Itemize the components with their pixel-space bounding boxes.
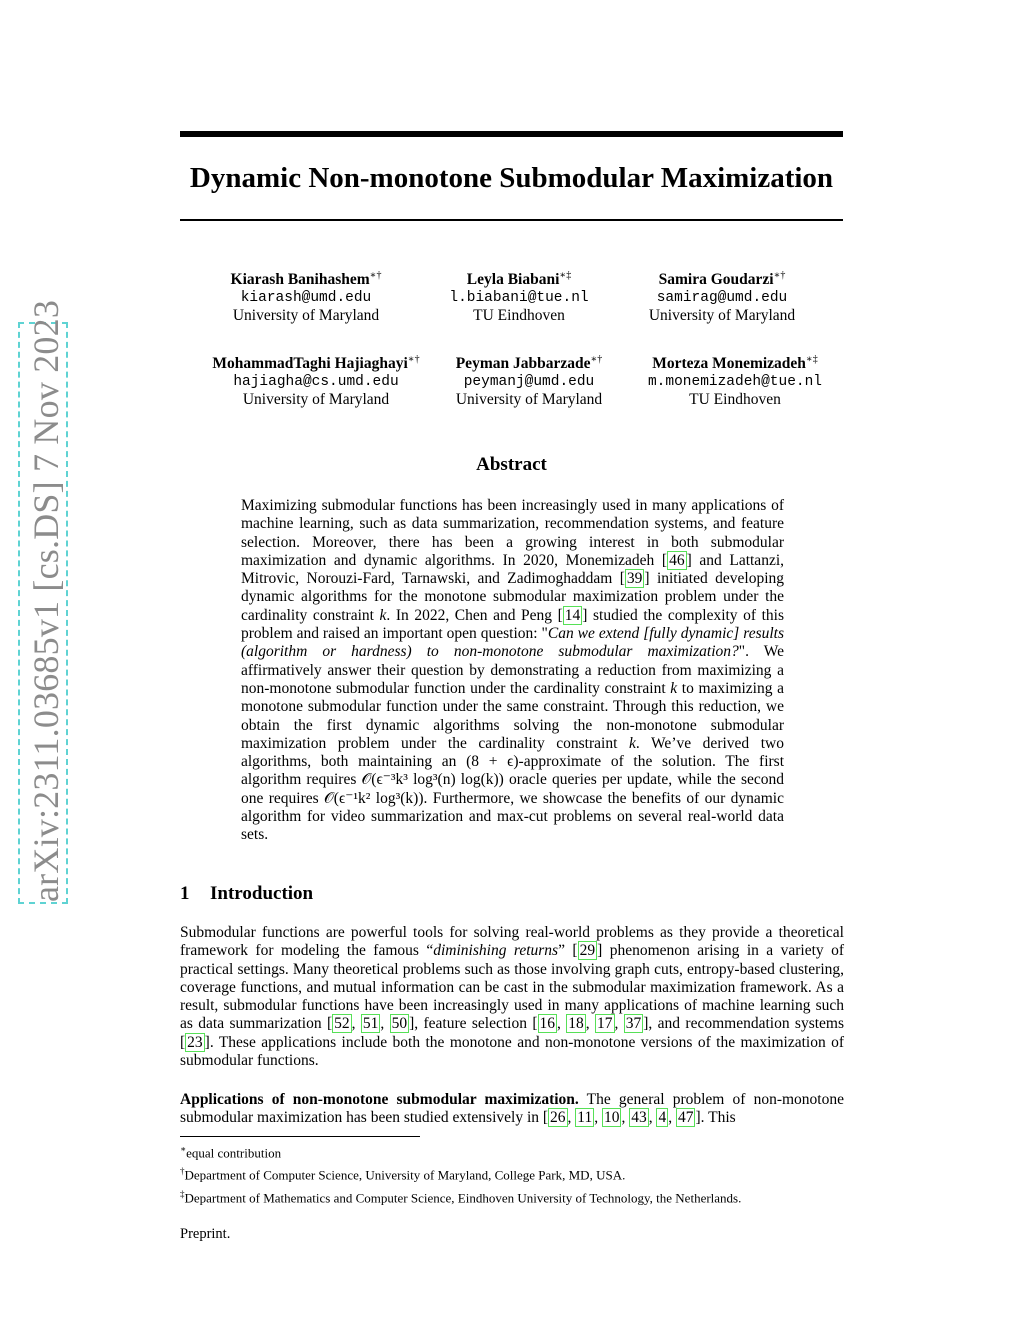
author-email[interactable]: peymanj@umd.edu bbox=[463, 374, 595, 391]
abstract-text: ". We affirmatively answer their question by demonstrating a reduction from maximizing a non-monotone submodular function under the cardinality constraint bbox=[241, 643, 784, 697]
math-k: k bbox=[628, 734, 636, 752]
footnote-text: Department of Computer Science, University of Maryland, College Park, MD, USA. bbox=[184, 1167, 626, 1183]
citation-link[interactable]: 43 bbox=[631, 1109, 647, 1127]
footnote-text: Department of Mathematics and Computer Science, Eindhoven University of Technology, the Netherlands. bbox=[184, 1189, 742, 1205]
abstract-text: to maximizing a monotone submodular function under the same constraint. Through this reduction, we obtain the first dynamic algorithms solving the non-monotone submodular maximization problem under the cardinality constraint bbox=[241, 679, 784, 752]
author-name: Kiarash Banihashem bbox=[230, 271, 370, 289]
author-block bbox=[191, 267, 421, 325]
author-affiliation: TU Eindhoven bbox=[473, 307, 565, 325]
paper-title: Dynamic Non-monotone Submodular Maximization bbox=[189, 162, 834, 194]
author-affiliation: University of Maryland bbox=[242, 391, 390, 409]
author-email[interactable]: kiarash@umd.edu bbox=[240, 290, 372, 307]
open-question-quote: Can we extend [fully dynamic] results (algorithm or hardness) to non-monotone submodular maximization? bbox=[241, 625, 785, 661]
footnote-mark: ∗ bbox=[180, 1144, 187, 1154]
author-affiliation: University of Maryland bbox=[648, 307, 796, 325]
author-marks: ∗‡ bbox=[559, 270, 572, 281]
citation-link[interactable]: 16 bbox=[539, 1015, 556, 1033]
citation-link[interactable]: 52 bbox=[334, 1015, 350, 1033]
citation-link[interactable]: 26 bbox=[550, 1109, 566, 1127]
author-affiliation: University of Maryland bbox=[455, 391, 603, 409]
citation-link[interactable]: 50 bbox=[391, 1015, 408, 1033]
author-marks: ∗‡ bbox=[805, 354, 818, 365]
footnote bbox=[180, 1162, 741, 1184]
arxiv-identifier: arXiv:2311.03685v1 [cs.DS] 7 Nov 2023 bbox=[26, 299, 66, 902]
abstract-text: ] initiated developing dynamic algorithms for the monotone submodular maximization problem under the cardinality constraint bbox=[241, 570, 785, 624]
applications-paragraph: Applications of non-monotone submodular maximization. The general problem of non-monotone submodular maximization has been studied extensively in [ 26 , 11 , 10 , 43 , 4 , 47 ]. This bbox=[180, 1091, 844, 1127]
footnotes bbox=[180, 1140, 741, 1207]
citation-link[interactable]: 14 bbox=[564, 606, 581, 624]
author-marks: ∗† bbox=[369, 270, 382, 281]
citation-link[interactable]: 37 bbox=[625, 1015, 642, 1033]
author-name: Samira Goudarzi bbox=[658, 271, 774, 289]
title-top-rule bbox=[180, 131, 843, 137]
author-name: MohammadTaghi Hajiaghayi bbox=[212, 355, 408, 373]
emphasis-text: diminishing returns bbox=[433, 942, 559, 960]
author-name: Morteza Monemizadeh bbox=[652, 355, 806, 373]
author-affiliation: TU Eindhoven bbox=[689, 391, 781, 409]
author-email[interactable]: m.monemizadeh@tue.nl bbox=[647, 374, 823, 391]
math-k: k bbox=[379, 606, 387, 624]
abstract-heading: Abstract bbox=[476, 454, 547, 475]
author-email[interactable]: samirag@umd.edu bbox=[656, 290, 788, 307]
footnote-rule bbox=[180, 1136, 420, 1137]
intro-paragraph: Submodular functions are powerful tools for solving real-world problems as they provide a theoretical framework for modeling the famous “diminishing returns” [ 29 ] phenomenon arising in a variety of practical settings. Many theoretical problems such as those involving graph cuts, entropy-based clustering, coverage functions, and mutual information can be cast in the submodular maximization framework. As a result, submodular functions have been increasingly used in many applications of machine learning such as data summarization [ 52 , 51 , 50 ], feature selection [ 16 , 18 , 17 , 37 ], and recommendation systems [ 23 ]. These applications include both the monotone and non-monotone versions of the maximization of submodular functions. bbox=[180, 924, 845, 1070]
body-text: The general problem of non-monotone submodular maximization has been studied extensively in [ bbox=[180, 1091, 844, 1127]
footnote-mark: † bbox=[180, 1166, 185, 1177]
abstract-body bbox=[241, 497, 784, 845]
body-text: ] phenomenon arising in a variety of practical settings. Many theoretical problems such as those involving graph cuts, entropy-based clustering, coverage functions, and mutual information can be cast in the submodular maximization framework. As a result, submodular functions have been increasingly used in many applications of machine learning such as data summarization [ bbox=[180, 942, 845, 1033]
section-heading bbox=[180, 883, 313, 905]
author-block bbox=[414, 351, 644, 409]
citation-link[interactable]: 4 bbox=[658, 1109, 667, 1127]
citation-link[interactable]: 17 bbox=[597, 1015, 613, 1033]
author-block bbox=[196, 351, 436, 409]
author-marks: ∗† bbox=[773, 270, 786, 281]
citation-link[interactable]: 46 bbox=[669, 551, 685, 569]
body-text: ]. These applications include both the monotone and non-monotone versions of the maximization of submodular functions. bbox=[180, 1033, 844, 1070]
abstract-text: ] studied the complexity of this problem and raised an important open question: " bbox=[241, 606, 784, 643]
abstract-text: Maximizing submodular functions has been increasingly used in many applications of machine learning, such as data summarization, recommendation systems, and feature selection. Moreover, there has been a growing interest in both submodular maximization and dynamic algorithms. In 2020, Monemizadeh [ bbox=[241, 497, 784, 569]
citation-link[interactable]: 51 bbox=[362, 1015, 379, 1033]
author-block bbox=[404, 267, 634, 325]
author-block bbox=[619, 351, 851, 409]
citation-link[interactable]: 11 bbox=[577, 1109, 593, 1127]
title-bottom-rule bbox=[180, 219, 843, 221]
author-marks: ∗† bbox=[590, 354, 603, 365]
citation-link[interactable]: 10 bbox=[603, 1109, 620, 1127]
math-approx-ratio: (8 + ϵ) bbox=[466, 753, 519, 771]
footnote bbox=[180, 1140, 741, 1162]
footnote-mark: ‡ bbox=[180, 1188, 185, 1199]
citation-link[interactable]: 39 bbox=[626, 570, 643, 588]
abstract-text: . We’ve derived two algorithms, both maintaining an bbox=[241, 734, 784, 771]
author-name: Leyla Biabani bbox=[466, 271, 560, 289]
author-marks: ∗† bbox=[407, 354, 420, 365]
section-title: Introduction bbox=[210, 883, 314, 904]
math-query-bound-1: 𝒪(ϵ⁻³k³ log³(n) log(k)) bbox=[361, 771, 504, 789]
author-name: Peyman Jabbarzade bbox=[455, 355, 591, 373]
preprint-label: Preprint. bbox=[180, 1226, 231, 1242]
author-email[interactable]: l.biabani@tue.nl bbox=[449, 290, 589, 307]
math-query-bound-2: 𝒪(ϵ⁻¹k² log³(k)) bbox=[324, 789, 424, 807]
citation-link[interactable]: 23 bbox=[187, 1033, 203, 1051]
body-text: ” [ bbox=[558, 942, 578, 960]
author-email[interactable]: hajiagha@cs.umd.edu bbox=[233, 374, 399, 391]
footnote bbox=[180, 1185, 741, 1207]
math-k: k bbox=[670, 679, 678, 697]
abstract-text: . In 2022, Chen and Peng [ bbox=[386, 606, 563, 624]
citation-link[interactable]: 29 bbox=[579, 942, 596, 960]
abstract-text: . Furthermore, we showcase the benefits of our dynamic algorithm for video summarization and max-cut problems on several real-world data sets. bbox=[241, 789, 784, 844]
body-text: ], feature selection [ bbox=[409, 1015, 538, 1033]
author-block bbox=[607, 267, 837, 325]
author-affiliation: University of Maryland bbox=[232, 307, 380, 325]
citation-link[interactable]: 18 bbox=[568, 1015, 584, 1033]
body-text: Submodular functions are powerful tools for solving real-world problems as they provide a theoretical framework for modeling the famous “ bbox=[180, 924, 844, 960]
citation-link[interactable]: 47 bbox=[677, 1109, 694, 1127]
abstract-text: ] and Lattanzi, Mitrovic, Norouzi-Fard, Tarnawski, and Zadimoghaddam [ bbox=[241, 551, 784, 588]
section-number: 1 bbox=[180, 883, 190, 904]
paragraph-heading: Applications of non-monotone submodular maximization. bbox=[180, 1091, 579, 1108]
body-text: ], and recommendation systems [ bbox=[180, 1015, 845, 1051]
abstract-text: -approximate of the solution. The first algorithm requires bbox=[241, 753, 785, 789]
body-text: ]. This bbox=[695, 1109, 736, 1127]
footnote-text: equal contribution bbox=[186, 1145, 282, 1161]
abstract-text: oracle queries per update, while the second one requires bbox=[241, 771, 784, 807]
